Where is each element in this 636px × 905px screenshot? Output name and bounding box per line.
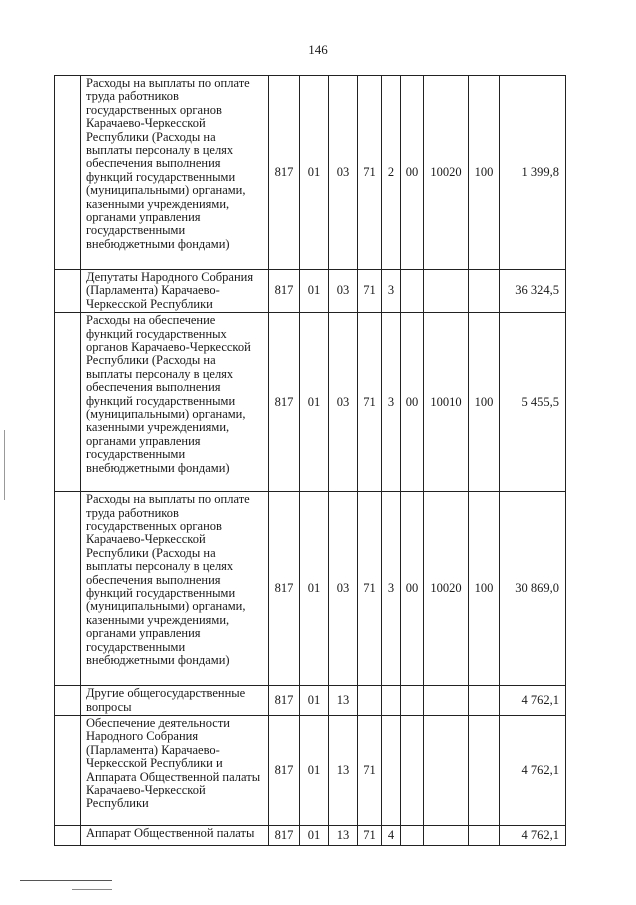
amount-cell: 4 762,1 — [500, 716, 566, 826]
code-cell-gr: 817 — [269, 76, 300, 270]
code-cell-pr: 03 — [329, 492, 358, 686]
row-number-cell — [55, 270, 81, 313]
code-cell-rz: 01 — [300, 313, 329, 492]
table-row — [55, 686, 566, 716]
code-cell-p2: 2 — [382, 76, 401, 270]
code-cell-p3: 00 — [401, 492, 424, 686]
code-cell-p2 — [382, 716, 401, 826]
code-cell-vr — [469, 686, 500, 716]
code-cell-gr: 817 — [269, 716, 300, 826]
amount-cell: 4 762,1 — [500, 686, 566, 716]
row-number-cell — [55, 76, 81, 270]
code-cell-p4: 10010 — [424, 313, 469, 492]
table-row — [55, 313, 566, 492]
code-cell-rz: 01 — [300, 76, 329, 270]
code-cell-pr: 13 — [329, 686, 358, 716]
code-cell-rz: 01 — [300, 270, 329, 313]
code-cell-vr — [469, 826, 500, 846]
code-cell-p1: 71 — [358, 716, 382, 826]
row-number-cell — [55, 492, 81, 686]
code-cell-pr: 03 — [329, 270, 358, 313]
row-number-cell — [55, 716, 81, 826]
code-cell-p3: 00 — [401, 313, 424, 492]
code-cell-gr: 817 — [269, 686, 300, 716]
row-description: Другие общегосударственные вопросы — [81, 686, 269, 716]
code-cell-pr: 03 — [329, 313, 358, 492]
code-cell-p1: 71 — [358, 270, 382, 313]
code-cell-p3 — [401, 826, 424, 846]
amount-cell: 5 455,5 — [500, 313, 566, 492]
amount-cell: 36 324,5 — [500, 270, 566, 313]
code-cell-gr: 817 — [269, 313, 300, 492]
code-cell-p3 — [401, 716, 424, 826]
code-cell-p4 — [424, 716, 469, 826]
table-row — [55, 270, 566, 313]
code-cell-vr: 100 — [469, 313, 500, 492]
code-cell-p4: 10020 — [424, 492, 469, 686]
footnote-separator-short — [72, 889, 112, 890]
footnote-separator — [20, 880, 112, 881]
budget-table — [54, 75, 566, 846]
code-cell-p4 — [424, 270, 469, 313]
table-row — [55, 492, 566, 686]
table-row — [55, 826, 566, 846]
code-cell-p1: 71 — [358, 492, 382, 686]
table-row — [55, 76, 566, 270]
amount-cell: 1 399,8 — [500, 76, 566, 270]
code-cell-gr: 817 — [269, 270, 300, 313]
page-number: 146 — [308, 42, 328, 57]
code-cell-rz: 01 — [300, 716, 329, 826]
code-cell-p4 — [424, 826, 469, 846]
code-cell-rz: 01 — [300, 826, 329, 846]
code-cell-p3 — [401, 270, 424, 313]
code-cell-p1: 71 — [358, 313, 382, 492]
code-cell-p2: 3 — [382, 313, 401, 492]
code-cell-vr: 100 — [469, 76, 500, 270]
code-cell-rz: 01 — [300, 492, 329, 686]
code-cell-vr — [469, 716, 500, 826]
amount-cell: 30 869,0 — [500, 492, 566, 686]
code-cell-gr: 817 — [269, 826, 300, 846]
code-cell-p1: 71 — [358, 826, 382, 846]
row-description: Обеспечение деятельности Народного Собрания (Парламента) Карачаево-Черкесской Республики и Аппарата Общественной палаты Карачаево-Черкесской Республики — [81, 716, 269, 826]
code-cell-p2: 3 — [382, 492, 401, 686]
code-cell-pr: 13 — [329, 826, 358, 846]
table-row — [55, 716, 566, 826]
row-description: Расходы на выплаты по оплате труда работников государственных органов Карачаево-Черкесской Республики (Расходы на выплаты персоналу в целях обеспечения выполнения функций государственными (муниципальными) органами, казенными учреждениями, органами управления государственными внебюджетными фондами) — [81, 76, 269, 270]
code-cell-p2: 3 — [382, 270, 401, 313]
row-number-cell — [55, 686, 81, 716]
code-cell-p4 — [424, 686, 469, 716]
row-description: Расходы на обеспечение функций государственных органов Карачаево-Черкесской Республики (Расходы на выплаты персоналу в целях обеспечения выполнения функций государственными (муниципальными) органами, казенными учреждениями, органами управления государственными внебюджетными фондами) — [81, 313, 269, 492]
amount-cell: 4 762,1 — [500, 826, 566, 846]
code-cell-pr: 13 — [329, 716, 358, 826]
code-cell-p1: 71 — [358, 76, 382, 270]
code-cell-rz: 01 — [300, 686, 329, 716]
code-cell-vr: 100 — [469, 492, 500, 686]
row-description: Аппарат Общественной палаты — [81, 826, 269, 846]
code-cell-p2 — [382, 686, 401, 716]
code-cell-p2: 4 — [382, 826, 401, 846]
code-cell-p4: 10020 — [424, 76, 469, 270]
row-description: Расходы на выплаты по оплате труда работников государственных органов Карачаево-Черкесской Республики (Расходы на выплаты персоналу в целях обеспечения выполнения функций государственными (муниципальными) органами, казенными учреждениями, органами управления государственными внебюджетными фондами) — [81, 492, 269, 686]
code-cell-p1 — [358, 686, 382, 716]
code-cell-vr — [469, 270, 500, 313]
row-description: Депутаты Народного Собрания (Парламента) Карачаево-Черкесской Республики — [81, 270, 269, 313]
code-cell-p3 — [401, 686, 424, 716]
code-cell-p3: 00 — [401, 76, 424, 270]
row-number-cell — [55, 826, 81, 846]
code-cell-gr: 817 — [269, 492, 300, 686]
margin-mark — [4, 430, 5, 500]
code-cell-pr: 03 — [329, 76, 358, 270]
row-number-cell — [55, 313, 81, 492]
